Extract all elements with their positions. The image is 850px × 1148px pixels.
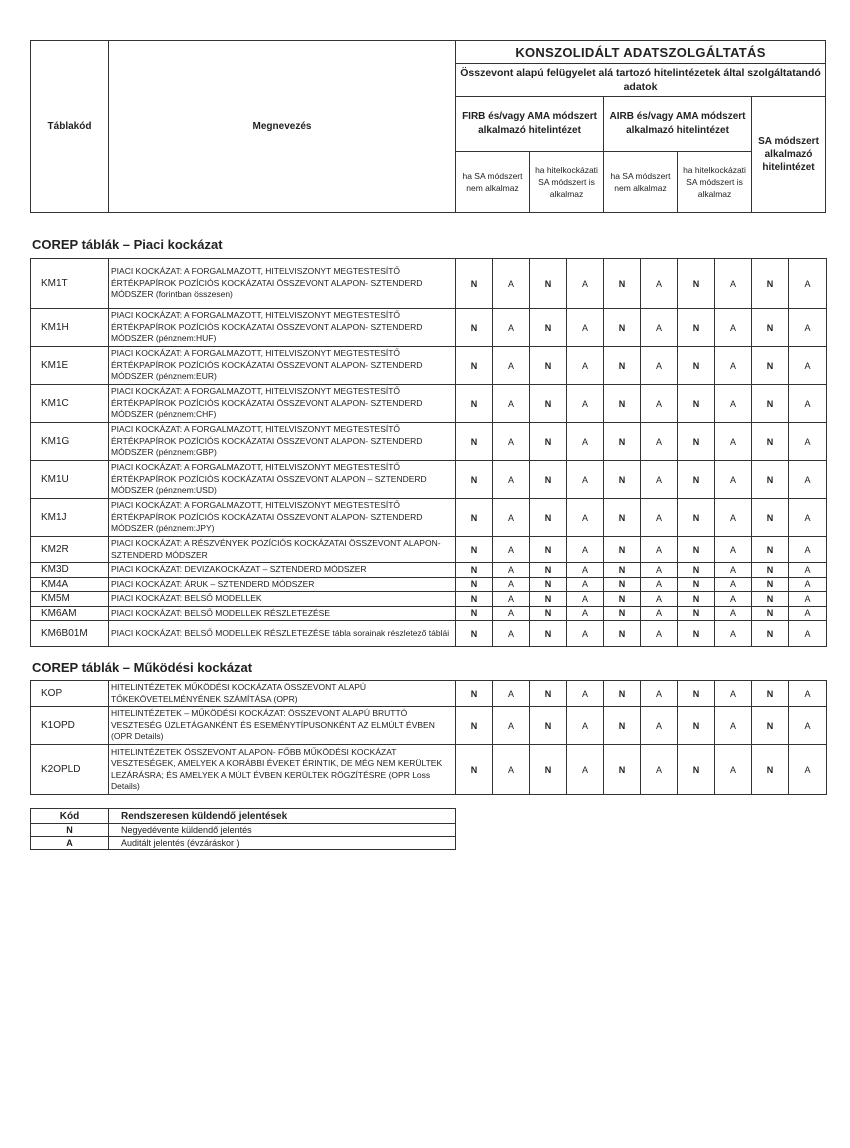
table-value-cell: A xyxy=(567,606,604,621)
table-value-cell: A xyxy=(789,592,827,607)
market-risk-table xyxy=(30,258,827,647)
table-value-cell: A xyxy=(789,499,827,537)
table-value-cell: N xyxy=(530,707,567,745)
table-row xyxy=(31,537,827,563)
table-value-cell: A xyxy=(715,259,752,309)
table-value-cell: A xyxy=(715,309,752,347)
table-value-cell: A xyxy=(789,681,827,707)
table-value-cell: A xyxy=(567,577,604,592)
table-value-cell: A xyxy=(789,537,827,563)
table-value-cell: N xyxy=(752,461,789,499)
table-value-cell: N xyxy=(752,606,789,621)
table-name-cell: PIACI KOCKÁZAT: A FORGALMAZOTT, HITELVISZONYT MEGTESTESÍTŐ ÉRTÉKPAPÍROK POZÍCIÓS KOCKÁZATAI ÖSSZEVONT ALAPON- SZTENDERD MÓDSZER (pénznem:JPY) xyxy=(109,499,456,537)
table-value-cell: N xyxy=(678,592,715,607)
table-value-cell: N xyxy=(530,423,567,461)
subheader-sa: ha hitelkockázati SA módszert is alkalmaz xyxy=(678,152,752,213)
table-value-cell: A xyxy=(493,461,530,499)
table-value-cell: N xyxy=(530,563,567,578)
table-value-cell: A xyxy=(567,461,604,499)
group-firb: FIRB és/vagy AMA módszert alkalmazó hitelintézet xyxy=(456,97,604,152)
table-value-cell: A xyxy=(641,537,678,563)
table-value-cell: N xyxy=(530,259,567,309)
table-value-cell: A xyxy=(567,621,604,647)
table-value-cell: N xyxy=(678,259,715,309)
table-value-cell: A xyxy=(789,577,827,592)
table-value-cell: A xyxy=(493,681,530,707)
table-value-cell: A xyxy=(789,423,827,461)
table-value-cell: N xyxy=(678,606,715,621)
report-title: KONSZOLIDÁLT ADATSZOLGÁLTATÁS xyxy=(456,41,826,64)
table-value-cell: A xyxy=(715,499,752,537)
table-value-cell: N xyxy=(530,681,567,707)
table-value-cell: A xyxy=(493,577,530,592)
legend-desc: Auditált jelentés (évzáráskor ) xyxy=(109,837,456,850)
table-value-cell: A xyxy=(715,592,752,607)
legend-header-desc: Rendszeresen küldendő jelentések xyxy=(109,809,456,824)
group-airb: AIRB és/vagy AMA módszert alkalmazó hitelintézet xyxy=(604,97,752,152)
table-value-cell: A xyxy=(641,461,678,499)
table-value-cell: A xyxy=(493,745,530,795)
table-value-cell: A xyxy=(493,259,530,309)
table-value-cell: A xyxy=(567,385,604,423)
table-value-cell: A xyxy=(493,563,530,578)
table-value-cell: N xyxy=(752,385,789,423)
table-row xyxy=(31,423,827,461)
table-value-cell: A xyxy=(641,423,678,461)
table-value-cell: N xyxy=(604,385,641,423)
table-value-cell: N xyxy=(456,592,493,607)
table-value-cell: N xyxy=(604,745,641,795)
table-value-cell: A xyxy=(567,309,604,347)
table-value-cell: N xyxy=(456,423,493,461)
table-value-cell: A xyxy=(567,347,604,385)
subheader-no-sa: ha SA módszert nem alkalmaz xyxy=(604,152,678,213)
table-code-cell: KM1J xyxy=(31,499,109,537)
table-value-cell: N xyxy=(752,537,789,563)
table-value-cell: A xyxy=(715,606,752,621)
table-code-cell: KM1G xyxy=(31,423,109,461)
table-value-cell: N xyxy=(456,347,493,385)
table-code-cell: KM1T xyxy=(31,259,109,309)
table-value-cell: A xyxy=(715,537,752,563)
table-code-cell: KM1U xyxy=(31,461,109,499)
table-value-cell: A xyxy=(493,385,530,423)
table-value-cell: N xyxy=(456,745,493,795)
table-row xyxy=(31,707,827,745)
table-value-cell: N xyxy=(752,621,789,647)
table-value-cell: A xyxy=(567,707,604,745)
table-value-cell: N xyxy=(456,385,493,423)
table-value-cell: N xyxy=(456,499,493,537)
table-row xyxy=(31,592,827,607)
table-name-cell: PIACI KOCKÁZAT: BELSŐ MODELLEK RÉSZLETEZÉSE xyxy=(109,606,456,621)
table-row xyxy=(31,681,827,707)
table-value-cell: A xyxy=(715,577,752,592)
table-value-cell: N xyxy=(604,347,641,385)
table-value-cell: A xyxy=(641,681,678,707)
legend-desc: Negyedévente küldendő jelentés xyxy=(109,824,456,837)
table-row xyxy=(31,499,827,537)
table-name-cell: PIACI KOCKÁZAT: A RÉSZVÉNYEK POZÍCIÓS KOCKÁZATAI ÖSSZEVONT ALAPON- SZTENDERD MÓDSZER xyxy=(109,537,456,563)
legend-table xyxy=(30,808,456,850)
table-value-cell: N xyxy=(678,563,715,578)
table-row xyxy=(31,606,827,621)
table-value-cell: A xyxy=(493,499,530,537)
table-value-cell: N xyxy=(678,745,715,795)
table-value-cell: N xyxy=(752,563,789,578)
table-value-cell: N xyxy=(456,681,493,707)
table-value-cell: N xyxy=(678,385,715,423)
table-value-cell: A xyxy=(641,259,678,309)
table-value-cell: N xyxy=(604,423,641,461)
table-value-cell: A xyxy=(641,347,678,385)
table-code-cell: KM3D xyxy=(31,563,109,578)
table-value-cell: N xyxy=(678,499,715,537)
table-name-cell: HITELINTÉZETEK – MŰKÖDÉSI KOCKÁZAT: ÖSSZEVONT ALAPÚ BRUTTÓ VESZTESÉG ÜZLETÁGANKÉNT ÉS ESEMÉNYTÍPUSONKÉNT AZ ELMÚLT ÉVBEN (OPR Details) xyxy=(109,707,456,745)
table-value-cell: A xyxy=(715,621,752,647)
operational-risk-table xyxy=(30,680,827,795)
table-value-cell: A xyxy=(567,537,604,563)
table-value-cell: N xyxy=(456,621,493,647)
table-value-cell: N xyxy=(456,537,493,563)
table-value-cell: N xyxy=(604,707,641,745)
table-value-cell: N xyxy=(678,423,715,461)
table-value-cell: A xyxy=(567,423,604,461)
table-name-cell: PIACI KOCKÁZAT: DEVIZAKOCKÁZAT – SZTENDERD MÓDSZER xyxy=(109,563,456,578)
table-value-cell: N xyxy=(678,347,715,385)
table-value-cell: N xyxy=(530,461,567,499)
table-value-cell: N xyxy=(678,309,715,347)
table-value-cell: N xyxy=(752,745,789,795)
table-value-cell: N xyxy=(456,461,493,499)
table-value-cell: A xyxy=(715,745,752,795)
table-value-cell: A xyxy=(641,563,678,578)
table-value-cell: A xyxy=(715,563,752,578)
table-value-cell: A xyxy=(789,347,827,385)
table-code-cell: KM2R xyxy=(31,537,109,563)
col-header-code: Táblakód xyxy=(31,41,109,213)
table-value-cell: N xyxy=(752,707,789,745)
table-value-cell: N xyxy=(456,309,493,347)
table-name-cell: PIACI KOCKÁZAT: A FORGALMAZOTT, HITELVISZONYT MEGTESTESÍTŐ ÉRTÉKPAPÍROK POZÍCIÓS KOCKÁZATAI ÖSSZEVONT ALAPON- SZTENDERD MÓDSZER (forintban összesen) xyxy=(109,259,456,309)
table-value-cell: N xyxy=(604,461,641,499)
legend-code: A xyxy=(31,837,109,850)
table-name-cell: PIACI KOCKÁZAT: A FORGALMAZOTT, HITELVISZONYT MEGTESTESÍTŐ ÉRTÉKPAPÍROK POZÍCIÓS KOCKÁZATAI ÖSSZEVONT ALAPON- SZTENDERD MÓDSZER (pénznem:EUR) xyxy=(109,347,456,385)
table-row xyxy=(31,385,827,423)
table-value-cell: A xyxy=(715,681,752,707)
table-value-cell: N xyxy=(604,259,641,309)
table-value-cell: A xyxy=(493,537,530,563)
table-value-cell: A xyxy=(641,606,678,621)
table-value-cell: N xyxy=(456,606,493,621)
table-name-cell: PIACI KOCKÁZAT: BELSŐ MODELLEK xyxy=(109,592,456,607)
table-code-cell: KOP xyxy=(31,681,109,707)
table-value-cell: N xyxy=(752,592,789,607)
table-value-cell: N xyxy=(604,563,641,578)
table-value-cell: A xyxy=(493,347,530,385)
table-value-cell: N xyxy=(678,577,715,592)
table-row xyxy=(31,461,827,499)
table-row xyxy=(31,259,827,309)
table-value-cell: A xyxy=(567,259,604,309)
table-value-cell: A xyxy=(789,563,827,578)
table-value-cell: A xyxy=(715,347,752,385)
report-subtitle: Összevont alapú felügyelet alá tartozó hitelintézetek által szolgáltatandó adatok xyxy=(456,64,826,97)
subheader-sa: ha hitelkockázati SA módszert is alkalmaz xyxy=(530,152,604,213)
table-value-cell: N xyxy=(456,563,493,578)
table-value-cell: A xyxy=(789,621,827,647)
table-value-cell: A xyxy=(493,621,530,647)
table-value-cell: N xyxy=(530,577,567,592)
table-value-cell: A xyxy=(493,423,530,461)
table-value-cell: N xyxy=(530,592,567,607)
table-code-cell: KM5M xyxy=(31,592,109,607)
table-value-cell: A xyxy=(789,461,827,499)
table-code-cell: KM1E xyxy=(31,347,109,385)
table-value-cell: A xyxy=(641,621,678,647)
legend-code: N xyxy=(31,824,109,837)
table-code-cell: KM4A xyxy=(31,577,109,592)
table-value-cell: A xyxy=(493,606,530,621)
table-name-cell: PIACI KOCKÁZAT: ÁRUK – SZTENDERD MÓDSZER xyxy=(109,577,456,592)
table-row xyxy=(31,745,827,795)
table-value-cell: N xyxy=(678,681,715,707)
table-value-cell: A xyxy=(715,385,752,423)
table-value-cell: A xyxy=(715,423,752,461)
table-value-cell: A xyxy=(641,499,678,537)
table-value-cell: A xyxy=(567,745,604,795)
table-value-cell: A xyxy=(789,606,827,621)
table-value-cell: N xyxy=(530,606,567,621)
table-value-cell: N xyxy=(678,621,715,647)
table-value-cell: A xyxy=(641,592,678,607)
table-value-cell: N xyxy=(752,309,789,347)
table-value-cell: N xyxy=(752,423,789,461)
table-name-cell: PIACI KOCKÁZAT: A FORGALMAZOTT, HITELVISZONYT MEGTESTESÍTŐ ÉRTÉKPAPÍROK POZÍCIÓS KOCKÁZATAI ÖSSZEVONT ALAPON- SZTENDERD MÓDSZER (pénznem:HUF) xyxy=(109,309,456,347)
table-value-cell: N xyxy=(604,537,641,563)
table-value-cell: N xyxy=(604,606,641,621)
table-value-cell: A xyxy=(715,461,752,499)
table-row xyxy=(31,577,827,592)
table-value-cell: N xyxy=(530,499,567,537)
table-value-cell: A xyxy=(493,592,530,607)
table-value-cell: A xyxy=(567,499,604,537)
table-code-cell: K1OPD xyxy=(31,707,109,745)
header-table xyxy=(30,40,826,213)
table-name-cell: PIACI KOCKÁZAT: A FORGALMAZOTT, HITELVISZONYT MEGTESTESÍTŐ ÉRTÉKPAPÍROK POZÍCIÓS KOCKÁZATAI ÖSSZEVONT ALAPON- SZTENDERD MÓDSZER (pénznem:GBP) xyxy=(109,423,456,461)
table-value-cell: N xyxy=(530,621,567,647)
table-row xyxy=(31,563,827,578)
table-name-cell: PIACI KOCKÁZAT: A FORGALMAZOTT, HITELVISZONYT MEGTESTESÍTŐ ÉRTÉKPAPÍROK POZÍCIÓS KOCKÁZATAI ÖSSZEVONT ALAPON- SZTENDERD MÓDSZER (pénznem:CHF) xyxy=(109,385,456,423)
table-value-cell: A xyxy=(493,707,530,745)
subheader-no-sa: ha SA módszert nem alkalmaz xyxy=(456,152,530,213)
table-value-cell: N xyxy=(530,537,567,563)
table-value-cell: N xyxy=(530,745,567,795)
table-value-cell: N xyxy=(456,707,493,745)
table-value-cell: N xyxy=(678,537,715,563)
table-value-cell: N xyxy=(752,681,789,707)
table-value-cell: N xyxy=(604,592,641,607)
table-value-cell: A xyxy=(641,385,678,423)
table-value-cell: A xyxy=(715,707,752,745)
table-value-cell: N xyxy=(604,621,641,647)
table-code-cell: KM1C xyxy=(31,385,109,423)
table-value-cell: N xyxy=(752,577,789,592)
table-value-cell: A xyxy=(567,592,604,607)
table-value-cell: A xyxy=(641,707,678,745)
table-value-cell: N xyxy=(530,385,567,423)
table-code-cell: K2OPLD xyxy=(31,745,109,795)
table-value-cell: A xyxy=(789,259,827,309)
table-code-cell: KM6B01M xyxy=(31,621,109,647)
section-title-operational-risk: COREP táblák – Működési kockázat xyxy=(32,660,253,675)
table-value-cell: N xyxy=(604,577,641,592)
table-value-cell: A xyxy=(567,681,604,707)
table-value-cell: A xyxy=(641,577,678,592)
table-value-cell: A xyxy=(493,309,530,347)
table-value-cell: A xyxy=(567,563,604,578)
table-value-cell: N xyxy=(604,499,641,537)
table-row xyxy=(31,309,827,347)
table-value-cell: N xyxy=(604,309,641,347)
table-value-cell: A xyxy=(789,385,827,423)
table-value-cell: A xyxy=(789,707,827,745)
table-value-cell: N xyxy=(678,461,715,499)
table-value-cell: A xyxy=(641,745,678,795)
table-value-cell: A xyxy=(789,309,827,347)
table-name-cell: HITELINTÉZETEK MŰKÖDÉSI KOCKÁZATA ÖSSZEVONT ALAPÚ TŐKEKÖVETELMÉNYÉNEK SZÁMÍTÁSA (OPR) xyxy=(109,681,456,707)
table-value-cell: N xyxy=(678,707,715,745)
table-name-cell: PIACI KOCKÁZAT: A FORGALMAZOTT, HITELVISZONYT MEGTESTESÍTŐ ÉRTÉKPAPÍROK POZÍCIÓS KOCKÁZATAI ÖSSZEVONT ALAPON – SZTENDERD MÓDSZER (pénznem:USD) xyxy=(109,461,456,499)
table-row xyxy=(31,347,827,385)
table-value-cell: N xyxy=(530,347,567,385)
table-value-cell: N xyxy=(752,499,789,537)
legend-header-code: Kód xyxy=(31,809,109,824)
table-value-cell: N xyxy=(530,309,567,347)
table-code-cell: KM6AM xyxy=(31,606,109,621)
table-code-cell: KM1H xyxy=(31,309,109,347)
table-row xyxy=(31,621,827,647)
table-name-cell: HITELINTÉZETEK ÖSSZEVONT ALAPON- FŐBB MŰKÖDÉSI KOCKÁZAT VESZTESÉGEK, AMELYEK A KORÁBBI ÉVEKET ÉRINTIK, DE MÉG NEM KERÜLTEK LEZÁRÁSRA; ÉS AMELYEK A MÚLT ÉVBEN KERÜLTEK RÖGZÍTÉSRE (OPR Loss Details) xyxy=(109,745,456,795)
table-value-cell: A xyxy=(789,745,827,795)
group-sa: SA módszert alkalmazó hitelintézet xyxy=(752,97,826,213)
table-value-cell: N xyxy=(752,347,789,385)
table-value-cell: N xyxy=(456,577,493,592)
table-value-cell: N xyxy=(456,259,493,309)
table-value-cell: N xyxy=(604,681,641,707)
table-value-cell: A xyxy=(641,309,678,347)
col-header-name: Megnevezés xyxy=(109,41,456,213)
table-name-cell: PIACI KOCKÁZAT: BELSŐ MODELLEK RÉSZLETEZÉSE tábla sorainak részletező táblái xyxy=(109,621,456,647)
section-title-market-risk: COREP táblák – Piaci kockázat xyxy=(32,237,223,252)
table-value-cell: N xyxy=(752,259,789,309)
